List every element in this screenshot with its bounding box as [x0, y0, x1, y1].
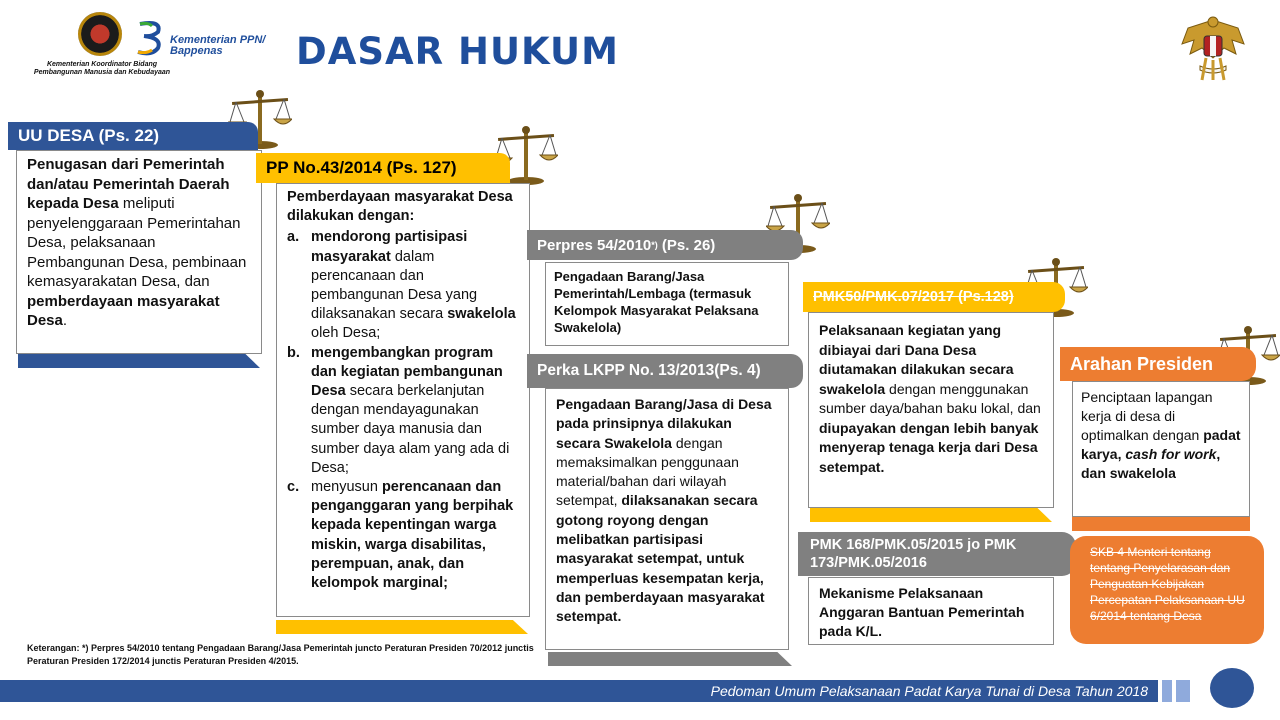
pp43-stripe — [276, 620, 528, 634]
perka-lkpp-label: Perka LKPP No. 13/2013(Ps. 4) — [527, 354, 803, 388]
garuda-emblem — [1180, 14, 1246, 82]
pp43-b-1: mengembangkan program dan kegiatan pembangunan Desa — [311, 344, 503, 400]
arahan-presiden-stripe — [1072, 517, 1250, 531]
arahan-text-4: , dan swakelola — [1081, 446, 1221, 481]
pp43-a-4: oleh Desa; — [311, 325, 381, 342]
list-item — [287, 228, 519, 343]
bappenas-logo — [136, 18, 166, 56]
pp43-a-1: mendorong partisipasi masyarakat — [311, 229, 468, 265]
pmk50-text-2: dengan menggunakan sumber daya/bahan baku lokal, dan — [819, 380, 1041, 416]
footer-circle — [1210, 668, 1254, 708]
pmk50-text-3: diupayakan dengan lebih banyak menyerap tenaga kerja dari Desa setempat. — [819, 419, 1039, 475]
uu-desa-stripe — [18, 354, 260, 368]
pp43-intro: Pemberdayaan masyarakat Desa dilakukan dengan: — [287, 189, 513, 225]
bappenas-line1: Kementerian PPN/ — [170, 34, 266, 46]
bappenas-line2: Bappenas — [170, 45, 223, 57]
uu-desa-text-4: . — [62, 312, 68, 329]
perka-lkpp-stripe — [548, 652, 792, 666]
arahan-presiden-body — [1072, 381, 1250, 517]
pp43-c-1: menyusun — [311, 479, 382, 496]
perpres-label-sup: *) — [651, 240, 658, 250]
pmk50-label: PMK50/PMK.07/2017 (Ps.128) — [803, 282, 1065, 312]
uu-desa-text-3: pemberdayaan masyarakat Desa — [27, 292, 220, 329]
skb-box: SKB 4 Menteri tentang tentang Penyelarasan dan Penguatan Kebijakan Percepatan Pelaksanaan UU 6/2014 tentang Desa — [1070, 536, 1264, 644]
kemenko-logo-text: Kementerian Koordinator Bidang Pembangunan Manusia dan Kebudayaan — [33, 61, 171, 76]
pmk168-body: Mekanisme Pelaksanaan Anggaran Bantuan Pemerintah pada K/L. — [808, 577, 1054, 645]
pp43-b-2: secara berkelanjutan dengan mendayagunakan sumber daya manusia dan sumber daya alam yang ada di Desa; — [311, 383, 510, 476]
perpres-label-tail: (Ps. 26) — [657, 236, 716, 254]
uu-desa-label: UU DESA (Ps. 22) — [8, 122, 258, 150]
pmk50-body — [808, 312, 1054, 508]
pp43-a-2: dalam perencanaan dan pembangunan Desa yang dilaksanakan secara — [311, 248, 478, 323]
arahan-text-3: cash for work — [1125, 446, 1217, 462]
pmk50-stripe — [810, 508, 1052, 522]
pp43-marker-a: a. — [287, 229, 300, 246]
pp43-body — [276, 183, 530, 617]
perka-text-2: dengan memaksimalkan penggunaan material/bahan dari wilayah setempat, — [556, 434, 739, 509]
footer-decoration — [1162, 680, 1172, 702]
perpres-body: Pengadaan Barang/Jasa Pemerintah/Lembaga (termasuk Kelompok Masyarakat Pelaksana Swakelola) — [545, 262, 789, 346]
perpres-label-text: Perpres 54/2010 — [537, 236, 652, 254]
pp43-label: PP No.43/2014 (Ps. 127) — [256, 153, 510, 183]
pmk50-text-1: Pelaksanaan kegiatan yang dibiayai dari Dana Desa diutamakan dilakukan secara swakelola — [819, 322, 1014, 397]
pp43-marker-c: c. — [287, 479, 300, 496]
uu-desa-text-2: meliputi penyelenggaraan Pemerintahan Desa, pelaksanaan Pembangunan Desa, pembinaan kemasyarakatan Desa, dan — [27, 195, 247, 290]
uu-desa-body — [16, 150, 262, 354]
pp43-list — [287, 228, 519, 593]
pmk168-label: PMK 168/PMK.05/2015 jo PMK 173/PMK.05/2016 — [798, 532, 1076, 576]
pp43-c-2: perencanaan dan penganggaran yang berpihak kepada kepentingan warga miskin, warga disabilitas, perempuan, anak, dan kelompok marginal; — [311, 479, 514, 592]
arahan-presiden-label: Arahan Presiden — [1060, 347, 1256, 381]
list-item — [287, 344, 519, 478]
uu-desa-text-1: Penugasan dari Pemerintah dan/atau Pemerintah Daerah kepada Desa — [27, 156, 230, 212]
perka-text-1: Pengadaan Barang/Jasa di Desa pada prinsipnya dilakukan secara Swakelola — [556, 396, 772, 451]
list-item — [287, 478, 519, 593]
pp43-marker-b: b. — [287, 344, 300, 361]
kemenko-logo — [78, 12, 122, 56]
pp43-a-3: swakelola — [447, 306, 516, 323]
bappenas-logo-text — [170, 35, 290, 57]
footer-decoration — [1176, 680, 1190, 702]
footnote: Keterangan: *) Perpres 54/2010 tentang Pengadaan Barang/Jasa Pemerintah juncto Peraturan Presiden 70/2012 junctis Peraturan Presiden 172/2014 junctis Peraturan Presiden 4/2015. — [27, 643, 534, 666]
arahan-text-1: Penciptaan lapangan kerja di desa di optimalkan dengan — [1081, 389, 1213, 443]
arahan-text-2: padat karya, — [1081, 427, 1241, 462]
perka-lkpp-body — [545, 388, 789, 650]
perka-text-3: dilaksanakan secara gotong royong dengan melibatkan partisipasi masyarakat setempat, untuk memperluas kesempatan kerja, dan pemberdayaan masyarakat setempat. — [556, 492, 765, 625]
perpres-label — [527, 230, 803, 260]
page-title: DASAR HUKUM — [296, 30, 619, 73]
footer-text: Pedoman Umum Pelaksanaan Padat Karya Tunai di Desa Tahun 2018 — [710, 683, 1148, 699]
